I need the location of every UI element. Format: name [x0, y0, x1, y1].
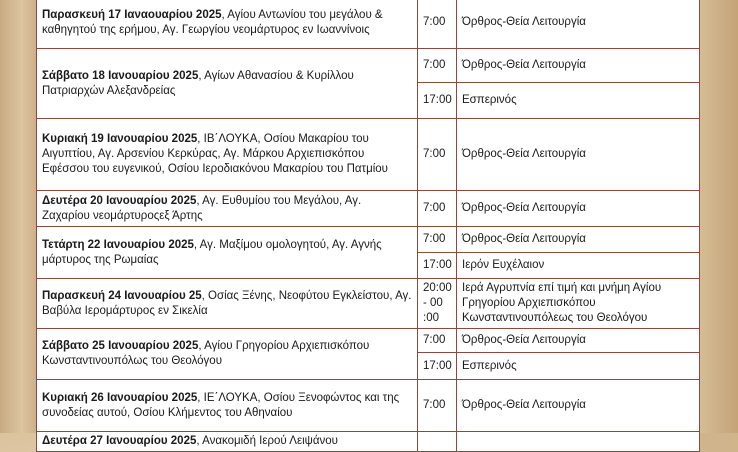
day-cell — [37, 329, 418, 380]
day-cell — [37, 119, 418, 191]
day-date: Κυριακή 19 Ιανουαρίου 2025 — [42, 133, 198, 145]
service-name: Όρθρος-Θεία Λειτουργία — [457, 0, 700, 49]
left-paper-border — [0, 0, 36, 433]
schedule-row — [37, 329, 700, 353]
service-time: 17:00 — [418, 353, 457, 380]
schedule-row — [37, 49, 700, 83]
service-time: 7:00 — [418, 0, 457, 49]
day-date: Τετάρτη 22 Ιανουαρίου 2025 — [42, 238, 194, 251]
day-cell — [37, 227, 418, 279]
service-time: 20:00 - 00 :00 — [418, 279, 457, 329]
service-name: Ιερά Αγρυπνία επί τιμή και μνήμη Αγίου Γρηγορίου Αρχιεπισκόπου Κωνσταντινουπόλεως του Θεολόγου — [457, 279, 700, 329]
day-cell — [37, 0, 418, 49]
service-name: Όρθρος-Θεία Λειτουργία — [457, 380, 700, 432]
service-time: 7:00 — [418, 119, 457, 191]
day-date: Δευτέρα 27 Ιανουαρίου 2025 — [42, 435, 197, 447]
service-time: 7:00 — [418, 227, 457, 253]
day-date: Σάββατο 25 Ιανουαρίου 2025 — [42, 340, 199, 352]
schedule-row — [37, 191, 700, 227]
service-name — [457, 432, 700, 452]
day-saints: , Αγίου Γρηγορίου Αρχιεπισκόπου Κωνσταντινουπόλως του Θεολόγου — [42, 340, 370, 367]
day-date: Παρασκευή 24 Ιανουαρίου 25 — [42, 289, 202, 302]
service-name: Όρθρος-Θεία Λειτουργία — [457, 227, 700, 253]
schedule-row — [37, 380, 700, 432]
service-time: 7:00 — [418, 329, 457, 353]
day-saints: , Οσίας Ξένης, Νεοφύτου Εγκλείστου, Αγ. Βαβύλα Ιερομάρτυρος εν Σικελία — [42, 289, 412, 317]
schedule-row — [37, 119, 700, 191]
day-date: Σάββατο 18 Ιανουαρίου 2025 — [42, 69, 199, 82]
day-saints: , ΙΕ΄ΛΟΥΚΑ, Οσίου Ξενοφώντος και της συνοδείας αυτού, Οσίου Κλήμεντος του Αθηναίου — [42, 391, 400, 419]
day-cell — [37, 279, 418, 329]
day-cell — [37, 49, 418, 119]
day-cell — [37, 432, 418, 452]
day-saints: , Αγ. Ευθυμίου του Μεγάλου, Αγ. Ζαχαρίου νεομάρτυροςεξ Άρτης — [42, 194, 362, 222]
schedule-row — [37, 279, 700, 329]
right-paper-border — [700, 0, 738, 433]
service-name: Όρθρος-Θεία Λειτουργία — [457, 191, 700, 227]
service-time — [418, 432, 457, 452]
service-name: Εσπερινός — [457, 83, 700, 119]
service-name: Εσπερινός — [457, 353, 700, 380]
schedule-row — [37, 227, 700, 253]
service-time: 17:00 — [418, 83, 457, 119]
day-date: Κυριακή 26 Ιανουαρίου 2025 — [42, 391, 198, 404]
service-time: 7:00 — [418, 191, 457, 227]
service-name: Όρθρος-Θεία Λειτουργία — [457, 119, 700, 191]
service-name: Όρθρος-Θεία Λειτουργία — [457, 49, 700, 83]
services-schedule-table — [36, 0, 700, 452]
service-name: Όρθρος-Θεία Λειτουργία — [457, 329, 700, 353]
service-time: 17:00 — [418, 253, 457, 279]
service-name: Ιερόν Ευχέλαιον — [457, 253, 700, 279]
service-time: 7:00 — [418, 49, 457, 83]
day-cell — [37, 191, 418, 227]
schedule-row — [37, 0, 700, 49]
day-cell — [37, 380, 418, 432]
service-time: 7:00 — [418, 380, 457, 432]
day-saints: , ΙΒ΄ΛΟΥΚΑ, Οσίου Μακαρίου του Αιγυπτίου, Αγ. Αρσενίου Κερκύρας, Αγ. Μάρκου Αρχιεπισκόπου Εφέσσου του ευγενικού, Οσίου Ιεροδιακόνου Μακαρίου του Πατμίου — [42, 133, 388, 175]
day-date: Παρασκευή 17 Ιαναουαρίου 2025 — [42, 8, 222, 21]
day-date: Δευτέρα 20 Ιανουαρίου 2025 — [42, 194, 197, 207]
day-saints: , Ανακομιδή Ιερού Λειψάνου — [196, 435, 338, 447]
day-saints: , Αγίων Αθανασίου & Κυρίλλου Πατριαρχών Αλεξανδρείας — [42, 69, 354, 97]
day-saints: , Αγ. Μαξίμου ομολογητού, Αγ. Αγνής μάρτυρος της Ρωμαίας — [42, 238, 382, 266]
day-saints: , Αγίου Αντωνίου του μεγάλου & καθηγητού της ερήμου, Αγ. Γεωργίου νεομάρτυρος εν Ιωαννίνοις — [42, 8, 383, 36]
schedule-row — [37, 432, 700, 452]
